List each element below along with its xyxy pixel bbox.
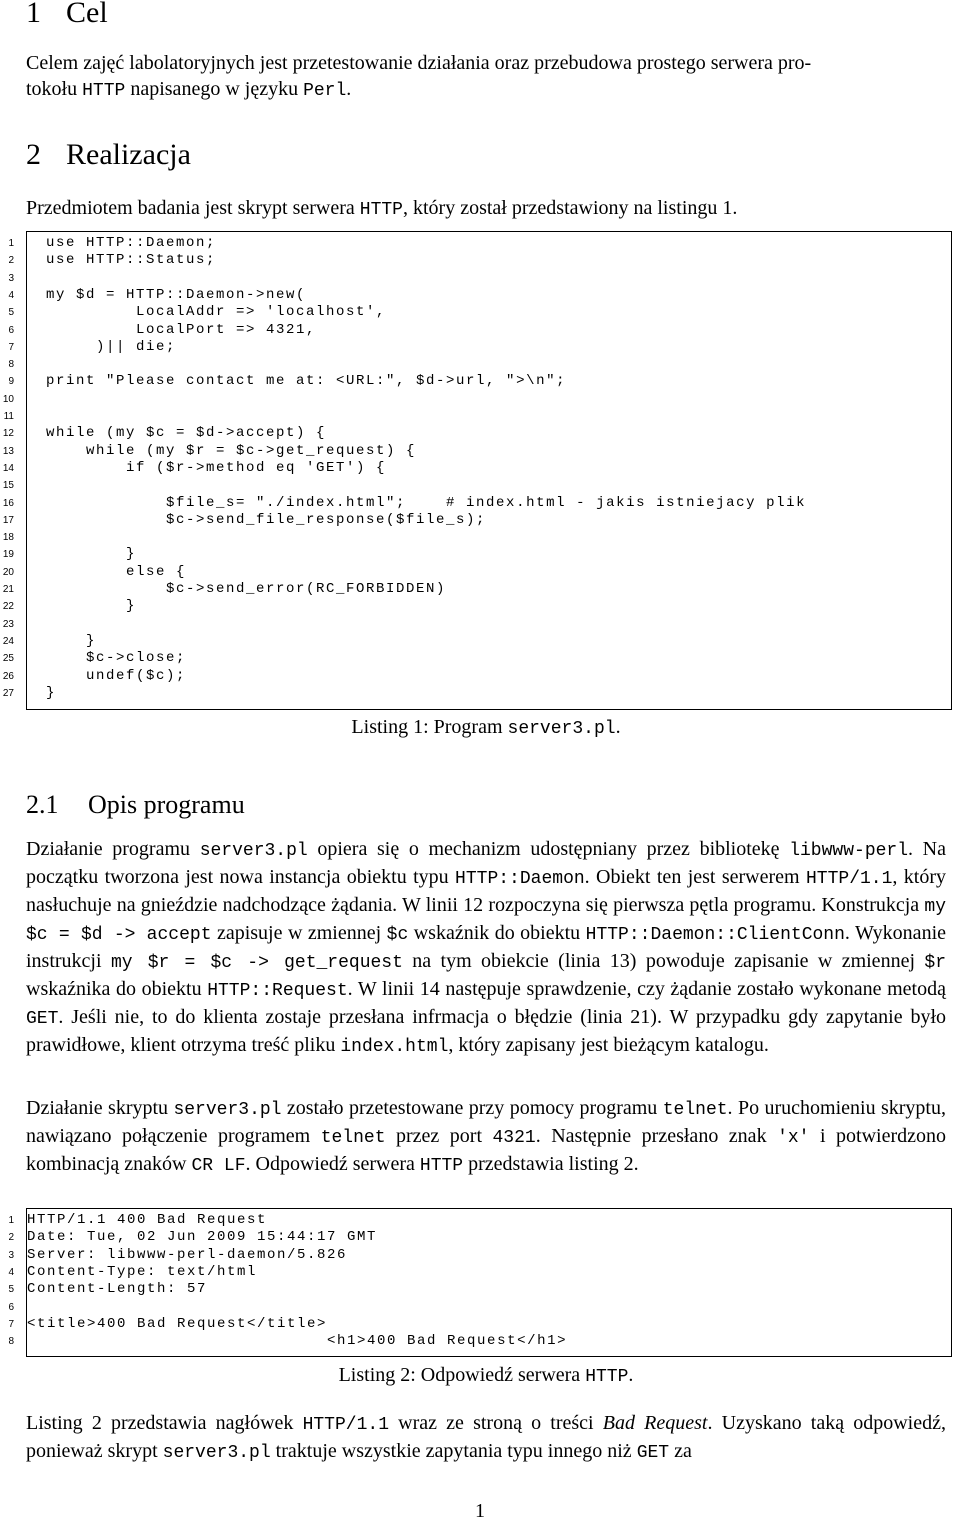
code-line: else { <box>46 563 187 580</box>
section-number: 2 <box>26 138 41 171</box>
section-heading-cel <box>26 0 108 30</box>
code-line: } <box>46 632 97 649</box>
section-title: Cel <box>66 0 108 29</box>
line-number: 23 <box>2 618 14 630</box>
line-number: 4 <box>8 1266 14 1278</box>
code-line: while (my $r = $c->get_request) { <box>46 442 417 459</box>
code-line: Content-Length: 57 <box>27 1281 208 1298</box>
listing-2-caption: Listing 2: Odpowiedź serwera HTTP. <box>338 1364 634 1387</box>
code-line: Content-Type: text/html <box>27 1263 258 1280</box>
line-number: 3 <box>8 272 14 284</box>
code-line: undef($c); <box>46 667 187 684</box>
paragraph-test: Działanie skryptu server3.pl zostało przetestowane przy pomocy programu telnet. Po uruchomieniu skryptu, nawiązano połączenie programem telnet przez port 4321. Następnie przesłano znak 'x' i potwierdzono kombinacją znaków CR LF. Odpowiedź serwera HTTP przedstawia listing 2. <box>26 1097 946 1176</box>
code-line: } <box>46 598 137 615</box>
line-number: 3 <box>8 1249 14 1261</box>
listing-1-caption: Listing 1: Program server3.pl. <box>351 716 621 739</box>
line-number: 27 <box>2 687 14 699</box>
line-number: 14 <box>2 462 14 474</box>
paragraph-listing-2: Listing 2 przedstawia nagłówek HTTP/1.1 wraz ze stroną o treści Bad Request. Uzyskano taką odpowiedź, ponieważ skrypt server3.pl traktuje wszystkie zapytania typu innego niż GET za <box>26 1412 946 1463</box>
line-number: 18 <box>2 532 14 544</box>
code-line: <title>400 Bad Request</title> <box>27 1315 328 1332</box>
section-title: Opis programu <box>88 790 245 819</box>
code-line: $c->close; <box>46 650 187 667</box>
line-number: 1 <box>8 1215 14 1226</box>
line-number: 2 <box>8 255 14 267</box>
code-line: )|| die; <box>46 338 177 355</box>
line-number: 19 <box>2 549 14 561</box>
code-line: use HTTP::Daemon; <box>46 235 217 251</box>
line-number: 22 <box>2 601 14 613</box>
code-line: if ($r->method eq 'GET') { <box>46 459 387 476</box>
line-number: 13 <box>2 445 14 457</box>
line-number: 15 <box>2 480 14 492</box>
page-number: 1 <box>475 1500 485 1522</box>
code-line: HTTP/1.1 400 Bad Request <box>27 1212 268 1228</box>
code-line: my $d = HTTP::Daemon->new( <box>46 286 307 303</box>
text-line: Celem zajęć labolatoryjnych jest przetestowanie działania oraz przebudowa prostego serwera pro- <box>26 52 812 74</box>
line-number: 7 <box>8 341 14 353</box>
line-number: 10 <box>2 393 14 405</box>
code-line: } <box>46 546 137 563</box>
line-number: 11 <box>3 411 14 422</box>
section2-paragraph: Przedmiotem badania jest skrypt serwera HTTP, który został przedstawiony na listingu 1. <box>26 197 738 220</box>
line-number: 5 <box>8 1284 14 1296</box>
paragraph-opis: Działanie programu server3.pl opiera się o mechanizm udostępniany przez bibliotekę libwww-perl. Na początku tworzona jest nowa instancja obiektu typu HTTP::Daemon. Obiekt ten jest serwerem HTTP/1.1, który nasłuchuje na gnieździe nadchodzące żądania. W linii 12 rozpoczyna się pierwsza pętla programu. Konstrukcja my $c = $d -> accept zapisuje w zmiennej $c wskaźnik do obiektu HTTP::Daemon::ClientConn. Wykonanie instrukcji my $r = $c -> get_request na tym obiekcie (linia 13) powoduje zapisanie w zmiennej $r wskaźnika do obiektu HTTP::Request. W linii 14 następuje sprawdzenie, czy żądanie zostało wykonane metodą GET. Jeśli nie, to do klienta zostaje przesłana infrmacja o błędzie (linia 21). W przypadku gdy zapytanie było prawidłowe, klient otrzyma treść pliku index.html, który zapisany jest bieżącym katalogu. <box>26 838 947 1057</box>
line-number: 6 <box>8 324 14 336</box>
line-number: 12 <box>2 428 14 440</box>
code-line: $c->send_error(RC_FORBIDDEN) <box>46 581 447 597</box>
code-line: Server: libwww-perl-daemon/5.826 <box>27 1246 348 1263</box>
code-line: <h1>400 Bad Request</h1> <box>27 1333 568 1350</box>
section-title: Realizacja <box>66 138 191 171</box>
line-number: 4 <box>8 289 14 301</box>
subsection-heading-opis-programu <box>26 790 245 820</box>
code-line: LocalPort => 4321, <box>46 321 317 338</box>
text-line: tokołu HTTP napisanego w języku Perl. <box>26 78 352 101</box>
code-line: $c->send_file_response($file_s); <box>46 511 487 528</box>
code-line: print "Please contact me at: <URL:", $d->url, ">\n"; <box>46 373 567 390</box>
section-heading-realizacja <box>26 138 191 172</box>
line-number: 5 <box>8 307 14 319</box>
line-number: 20 <box>2 566 14 578</box>
line-number: 16 <box>2 497 14 509</box>
code-line: use HTTP::Status; <box>46 252 217 269</box>
line-number: 6 <box>8 1301 14 1313</box>
section-number: 1 <box>26 0 41 29</box>
line-number: 2 <box>8 1232 14 1244</box>
line-number: 17 <box>2 514 14 526</box>
line-number: 8 <box>8 1336 14 1348</box>
code-line: while (my $c = $d->accept) { <box>46 425 327 442</box>
code-line: LocalAddr => 'localhost', <box>46 304 387 321</box>
line-number: 24 <box>2 635 14 647</box>
line-number: 8 <box>8 359 14 371</box>
code-line: $file_s= "./index.html"; # index.html - jakis istniejacy plik <box>46 494 807 511</box>
line-number: 25 <box>2 653 14 665</box>
line-number: 26 <box>2 670 14 682</box>
code-line: Date: Tue, 02 Jun 2009 15:44:17 GMT <box>27 1229 378 1246</box>
line-number: 7 <box>8 1318 14 1330</box>
section1-paragraph <box>26 50 946 104</box>
line-number: 21 <box>2 584 14 595</box>
line-number: 9 <box>8 376 14 388</box>
section-number: 2.1 <box>26 790 59 819</box>
code-line: } <box>46 684 57 701</box>
line-number: 1 <box>8 238 14 249</box>
